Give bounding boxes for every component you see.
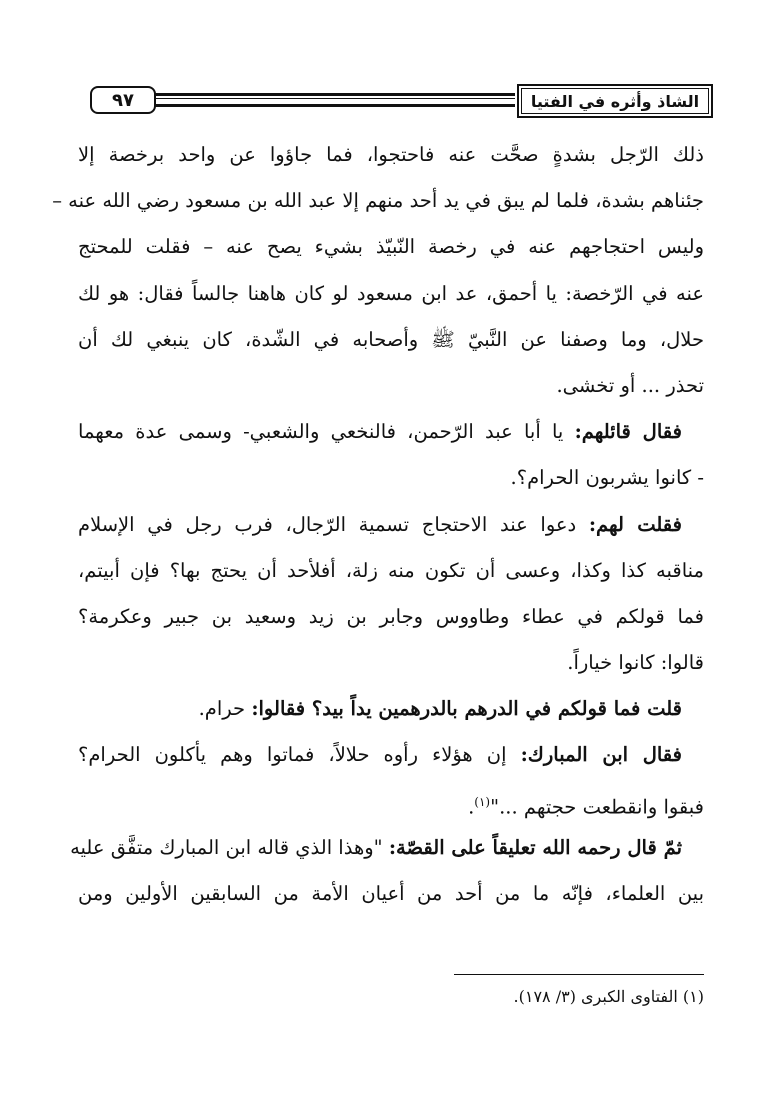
speaker-label: فقلت لهم: bbox=[588, 512, 682, 536]
text-line: تحذر ... أو تخشى. bbox=[556, 373, 704, 397]
line-text: حرام. bbox=[198, 697, 252, 721]
header-rule bbox=[152, 93, 515, 107]
line-text: فبقوا وانقطعت حجتهم ..." bbox=[490, 795, 704, 819]
text-line bbox=[78, 686, 704, 732]
line-text: إن هؤلاء رأوه حلالاً، فماتوا وهم يأكلون الحرام؟ bbox=[78, 743, 521, 767]
page-number: ٩٧ bbox=[90, 86, 156, 114]
text-line bbox=[78, 732, 704, 778]
text-line: ذلك الرّجل بشدةٍ صحَّت عنه فاحتجوا، فما جاؤوا عن واحد برخصة إلا bbox=[78, 143, 704, 166]
text-line: وليس احتجاجهم عنه في رخصة النّبيّذ بشيء يصح عنه – فقلت للمحتج bbox=[78, 235, 704, 259]
page-header bbox=[90, 84, 713, 120]
text-line: جئناهم بشدة، فلما لم يبق في يد أحد منهم إلا عبد الله بن مسعود رضي الله عنه – bbox=[52, 189, 704, 213]
line-text: يا أبا عبد الرّحمن، فالنخعي والشعبي- وسمى عدة معهما bbox=[78, 420, 575, 444]
footnote: (١) الفتاوى الكبرى (٣/ ١٧٨). bbox=[513, 987, 704, 1006]
text-line bbox=[78, 409, 704, 455]
text-line: - كانوا يشربون الحرام؟. bbox=[510, 466, 704, 490]
book-title: الشاذ وأثره في الفتيا bbox=[517, 84, 713, 118]
speaker-label: ثمّ قال رحمه الله تعليقاً على القصّة: bbox=[388, 835, 682, 859]
text-line: عنه في الرّخصة: يا أحمق، عد ابن مسعود لو كان هاهنا جالساً فقال: هو لك bbox=[78, 281, 704, 305]
line-text: دعوا عند الاحتجاج تسمية الرّجال، فرب رجل في الإسلام bbox=[78, 512, 589, 536]
speaker-label: فقال ابن المبارك: bbox=[520, 743, 682, 767]
text-line: حلال، وما وصفنا عن النَّبيّ ﷺ وأصحابه في الشّدة، كان ينبغي لك أن bbox=[78, 327, 704, 351]
body-text bbox=[52, 132, 704, 917]
text-line: بين العلماء، فإنّه ما من أحد من أعيان الأمة من السابقين الأولين ومن bbox=[78, 882, 704, 905]
line-text: "وهذا الذي قاله ابن المبارك متفَّق عليه bbox=[70, 835, 389, 859]
footnote-marker: (١) bbox=[474, 794, 491, 809]
text-line bbox=[78, 502, 704, 548]
text-line: قالوا: كانوا خياراً. bbox=[567, 651, 704, 675]
speaker-label: قلت فما قولكم في الدرهم بالدرهمين يداً بيد؟ فقالوا: bbox=[251, 697, 682, 721]
line-text: . bbox=[468, 795, 475, 819]
text-line bbox=[70, 825, 704, 871]
text-line bbox=[78, 779, 704, 825]
text-line: مناقبه كذا وكذا، وعسى أن تكون منه زلة، أفلأحد أن يحتج بها؟ فإن أبيتم، bbox=[78, 558, 704, 582]
text-line: فما قولكم في عطاء وطاووس وجابر بن زيد وسعيد بن جبير وعكرمة؟ bbox=[78, 604, 704, 628]
footnote-divider bbox=[454, 974, 704, 975]
speaker-label: فقال قائلهم: bbox=[574, 420, 682, 444]
